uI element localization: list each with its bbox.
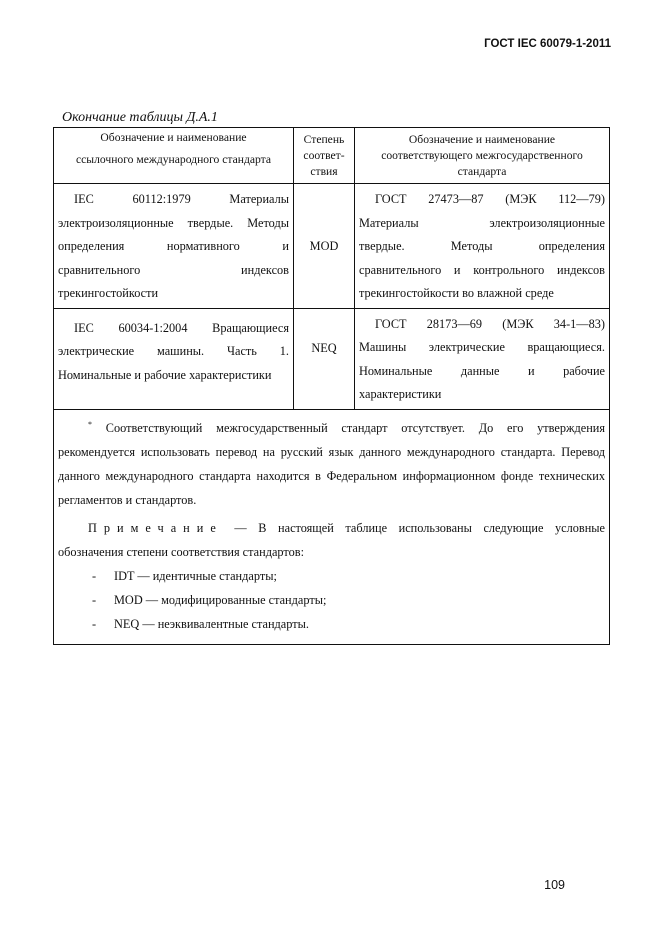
gost-standard-cell	[355, 184, 610, 309]
legend-bullet: -	[92, 568, 97, 583]
cell-line: трекингостойкости во влажной среде	[359, 286, 554, 300]
intl-standard-cell	[54, 308, 294, 409]
cell-line: IEC 60112:1979 Материалы	[74, 192, 289, 206]
correspondence-table	[53, 127, 610, 645]
table-header-row	[54, 128, 610, 184]
footnote	[58, 416, 605, 512]
header-line: Обозначение и наименование	[100, 131, 247, 144]
header-line: Степень	[303, 133, 345, 146]
cell-line: Номинальные данные и рабочие	[359, 363, 605, 378]
legend-item	[58, 588, 605, 612]
legend-text: NEQ — неэквивалентные стандарты.	[114, 616, 309, 631]
header-gost-standard	[355, 128, 610, 184]
gost-standard-cell	[355, 308, 610, 409]
legend-bullet: -	[92, 616, 97, 631]
cell-line: Машины электрические вращающиеся.	[359, 340, 605, 354]
footnote-mark: *	[88, 419, 92, 429]
cell-line: IEC 60034-1:2004 Вращающиеся	[74, 320, 289, 335]
notes-row	[54, 409, 610, 644]
cell-line: электроизоляционные твердые. Методы	[58, 215, 289, 230]
legend-text: IDT — идентичные стандарты;	[114, 568, 277, 583]
footnote-text: Соответствующий межгосударственный стандарт отсутствует. До его утверждения рекомендуется использовать перевод на русский язык данного международного стандарта. Перевод данного международного стандарта находится в Федеральном информационном фонде технических регламентов и стандартов.	[58, 420, 606, 507]
legend-item	[58, 612, 605, 636]
header-line: стандарта	[457, 165, 507, 178]
notes-cell	[54, 409, 610, 644]
table-caption: Окончание таблицы Д.А.1	[62, 110, 218, 125]
legend-bullet: -	[92, 592, 97, 607]
cell-line: ГОСТ 27473—87 (МЭК 112—79)	[375, 192, 605, 206]
cell-line: электрические машины. Часть 1.	[58, 344, 289, 358]
header-line: ствия	[310, 165, 338, 178]
note	[58, 516, 605, 564]
header-line: соответ-	[303, 149, 345, 162]
header-intl-standard	[54, 128, 294, 184]
cell-line: ГОСТ 28173—69 (МЭК 34-1—83)	[375, 316, 605, 331]
cell-line: определения нормативного и	[58, 239, 289, 253]
legend-item	[58, 564, 605, 588]
document-code: ГОСТ IEC 60079-1-2011	[484, 38, 611, 50]
header-degree	[294, 128, 355, 184]
legend-text: MOD — модифицированные стандарты;	[114, 592, 327, 607]
intl-standard-cell	[54, 184, 294, 309]
cell-line: Номинальные и рабочие характеристики	[58, 367, 272, 382]
header-line: ссылочного международного стандарта	[76, 153, 271, 166]
table-row	[54, 184, 610, 309]
cell-line: сравнительного и контрольного индексов	[359, 262, 605, 277]
header-line: соответствующего межгосударственного	[381, 149, 583, 162]
header-line: Обозначение и наименование	[408, 133, 556, 146]
degree-cell: MOD	[294, 184, 355, 309]
cell-line: Материалы электроизоляционные	[359, 215, 605, 230]
cell-line: твердые. Методы определения	[359, 239, 605, 253]
note-label: Примечание	[88, 520, 223, 535]
cell-line: характеристики	[359, 387, 442, 401]
cell-line: трекингостойкости	[58, 286, 159, 300]
cell-line: сравнительного индексов	[58, 262, 289, 277]
table-row	[54, 308, 610, 409]
page-number: 109	[544, 878, 565, 892]
note-text: — В настоящей таблице использованы следующие условные обозначения степени соответствия стандартов:	[58, 520, 605, 559]
degree-cell: NEQ	[294, 308, 355, 409]
